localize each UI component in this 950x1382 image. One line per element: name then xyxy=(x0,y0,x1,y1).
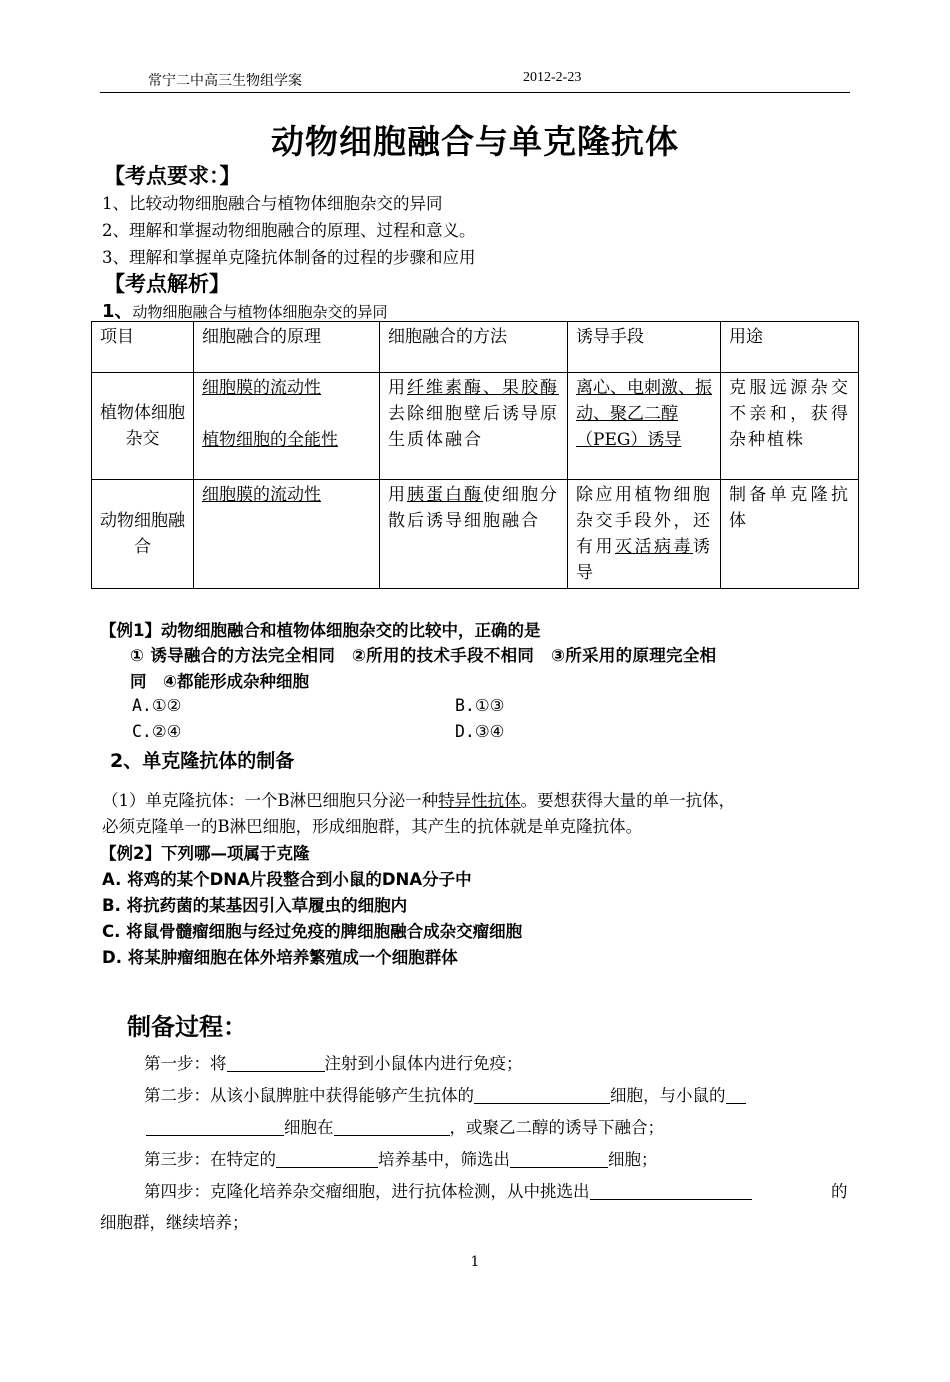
section2-heading: 2、单克隆抗体的制备 xyxy=(110,750,295,772)
comparison-table xyxy=(91,321,859,589)
section2-p1-post: 。要想获得大量的单一抗体， xyxy=(520,791,736,810)
table-header-cell: 细胞融合的原理 xyxy=(194,322,380,373)
header-rule xyxy=(100,92,850,93)
animal-principle-cell xyxy=(194,480,380,589)
example2-option-a: A. 将鸡的某个DNA片段整合到小鼠的DNA分子中 xyxy=(102,870,472,889)
topic1-number: 1、 xyxy=(102,301,133,322)
topic1-text: 动物细胞融合与植物体细胞杂交的异同 xyxy=(132,303,388,321)
animal-method-enzyme: 胰蛋白酶 xyxy=(407,485,483,505)
example2-stem: 【例2】下列哪—项属于克隆 xyxy=(100,844,310,863)
topic1-label xyxy=(102,297,388,323)
requirement-item: 1、比较动物细胞融合与植物体细胞杂交的异同 xyxy=(102,194,443,213)
step4-text-a: 第四步：克隆化培养杂交瘤细胞，进行抗体检测，从中挑选出 xyxy=(144,1182,590,1201)
section2-p1-pre: （1）单克隆抗体：一个B淋巴细胞只分泌一种 xyxy=(102,791,439,810)
table-row-plant xyxy=(92,373,859,480)
page-title: 动物细胞融合与单克隆抗体 xyxy=(271,122,679,161)
example2-option-c: C. 将鼠骨髓瘤细胞与经过免疫的脾细胞融合成杂交瘤细胞 xyxy=(102,922,523,941)
analysis-heading: 【考点解析】 xyxy=(104,272,230,296)
step2-blank-2b[interactable] xyxy=(146,1117,284,1136)
plant-method-cell xyxy=(380,373,568,480)
animal-method-post: 使细胞分散后诱导细胞融合 xyxy=(388,485,559,531)
process-step3 xyxy=(144,1146,658,1170)
step4-text-b: 的 xyxy=(831,1182,848,1201)
row-label-plant: 植物体细胞杂交 xyxy=(92,373,194,480)
plant-principle-1: 细胞膜的流动性 xyxy=(202,378,321,398)
section2-p1-term: 特异性抗体 xyxy=(438,791,521,810)
step3-blank-1[interactable] xyxy=(276,1149,378,1168)
step2-blank-1[interactable] xyxy=(474,1085,610,1104)
example2-option-d: D. 将某肿瘤细胞在体外培养繁殖成一个细胞群体 xyxy=(102,948,458,967)
process-heading: 制备过程： xyxy=(127,1013,247,1041)
animal-induce-pre: 除应用植物细胞杂交手段外，还有用 xyxy=(576,485,712,557)
header-school: 常宁二中高三生物组学案 xyxy=(148,73,302,89)
plant-use-cell: 克服远源杂交不亲和，获得杂种植株 xyxy=(721,373,859,480)
section2-paragraph-line2: 必须克隆单一的B淋巴细胞，形成细胞群，其产生的抗体就是单克隆抗体。 xyxy=(102,817,643,836)
page-number: 1 xyxy=(470,1254,480,1270)
animal-method-cell xyxy=(380,480,568,589)
plant-method-enzyme: 纤维素酶、果胶酶 xyxy=(407,378,559,398)
animal-use-cell: 制备单克隆抗体 xyxy=(721,480,859,589)
example1-option-b: B.①③ xyxy=(455,696,505,715)
step2-blank-3[interactable] xyxy=(334,1117,450,1136)
table-header-row xyxy=(92,322,859,373)
step2-text-a: 第二步：从该小鼠脾脏中获得能够产生抗体的 xyxy=(144,1086,474,1105)
process-step2-line2 xyxy=(146,1114,664,1138)
animal-induce-cell xyxy=(568,480,721,589)
step1-blank[interactable] xyxy=(227,1053,325,1072)
plant-induce-cell: 离心、电刺激、振动、聚乙二醇（PEG）诱导 xyxy=(568,373,721,480)
step1-text-a: 第一步：将 xyxy=(144,1054,227,1073)
section2-paragraph-line1 xyxy=(102,787,735,811)
header-date: 2012-2-23 xyxy=(523,70,582,85)
example1-line2: ① 诱导融合的方法完全相同 ②所用的技术手段不相同 ③所采用的原理完全相 xyxy=(130,646,717,665)
process-step1 xyxy=(144,1050,523,1074)
step2-text-d: ，或聚乙二醇的诱导下融合； xyxy=(449,1118,664,1137)
requirement-item: 2、理解和掌握动物细胞融合的原理、过程和意义。 xyxy=(102,221,476,240)
plant-principle-cell xyxy=(194,373,380,480)
step3-text-a: 第三步：在特定的 xyxy=(144,1150,276,1169)
plant-principle-2: 植物细胞的全能性 xyxy=(202,430,338,450)
step2-text-b: 细胞，与小鼠的 xyxy=(610,1086,726,1105)
animal-induce-post: 诱导 xyxy=(576,537,712,583)
example1-option-a: A.①② xyxy=(132,696,182,715)
step2-blank-2a[interactable] xyxy=(726,1085,746,1104)
row-label-animal: 动物细胞融合 xyxy=(92,480,194,589)
step3-text-b: 培养基中，筛选出 xyxy=(378,1150,510,1169)
process-step4-line1 xyxy=(144,1178,752,1202)
table-header-cell: 项目 xyxy=(92,322,194,373)
step3-text-c: 细胞； xyxy=(608,1150,658,1169)
example1-line3: 同 ④都能形成杂种细胞 xyxy=(130,672,309,691)
step1-text-b: 注射到小鼠体内进行免疫； xyxy=(324,1054,523,1073)
process-step2-line1 xyxy=(144,1082,746,1106)
plant-method-post: 去除细胞壁后诱导原生质体融合 xyxy=(388,404,559,450)
table-row-animal xyxy=(92,480,859,589)
step3-blank-2[interactable] xyxy=(510,1149,608,1168)
animal-principle: 细胞膜的流动性 xyxy=(202,485,321,505)
animal-method-pre: 用 xyxy=(388,485,407,505)
step2-text-c: 细胞在 xyxy=(284,1118,334,1137)
example1-option-d: D.③④ xyxy=(455,722,505,741)
example1-option-c: C.②④ xyxy=(132,722,182,741)
table-header-cell: 诱导手段 xyxy=(568,322,721,373)
step4-blank[interactable] xyxy=(590,1181,752,1200)
plant-method-pre: 用 xyxy=(388,378,407,398)
table-header-cell: 用途 xyxy=(721,322,859,373)
process-step4-line2: 细胞群，继续培养； xyxy=(100,1213,249,1232)
animal-induce-virus: 灭活病毒 xyxy=(615,537,693,557)
requirements-heading: 【考点要求：】 xyxy=(104,164,241,188)
requirement-item: 3、理解和掌握单克隆抗体制备的过程的步骤和应用 xyxy=(102,248,476,267)
example2-option-b: B. 将抗药菌的某基因引入草履虫的细胞内 xyxy=(102,896,408,915)
example1-stem: 【例1】动物细胞融合和植物体细胞杂交的比较中，正确的是 xyxy=(100,621,541,640)
table-header-cell: 细胞融合的方法 xyxy=(380,322,568,373)
